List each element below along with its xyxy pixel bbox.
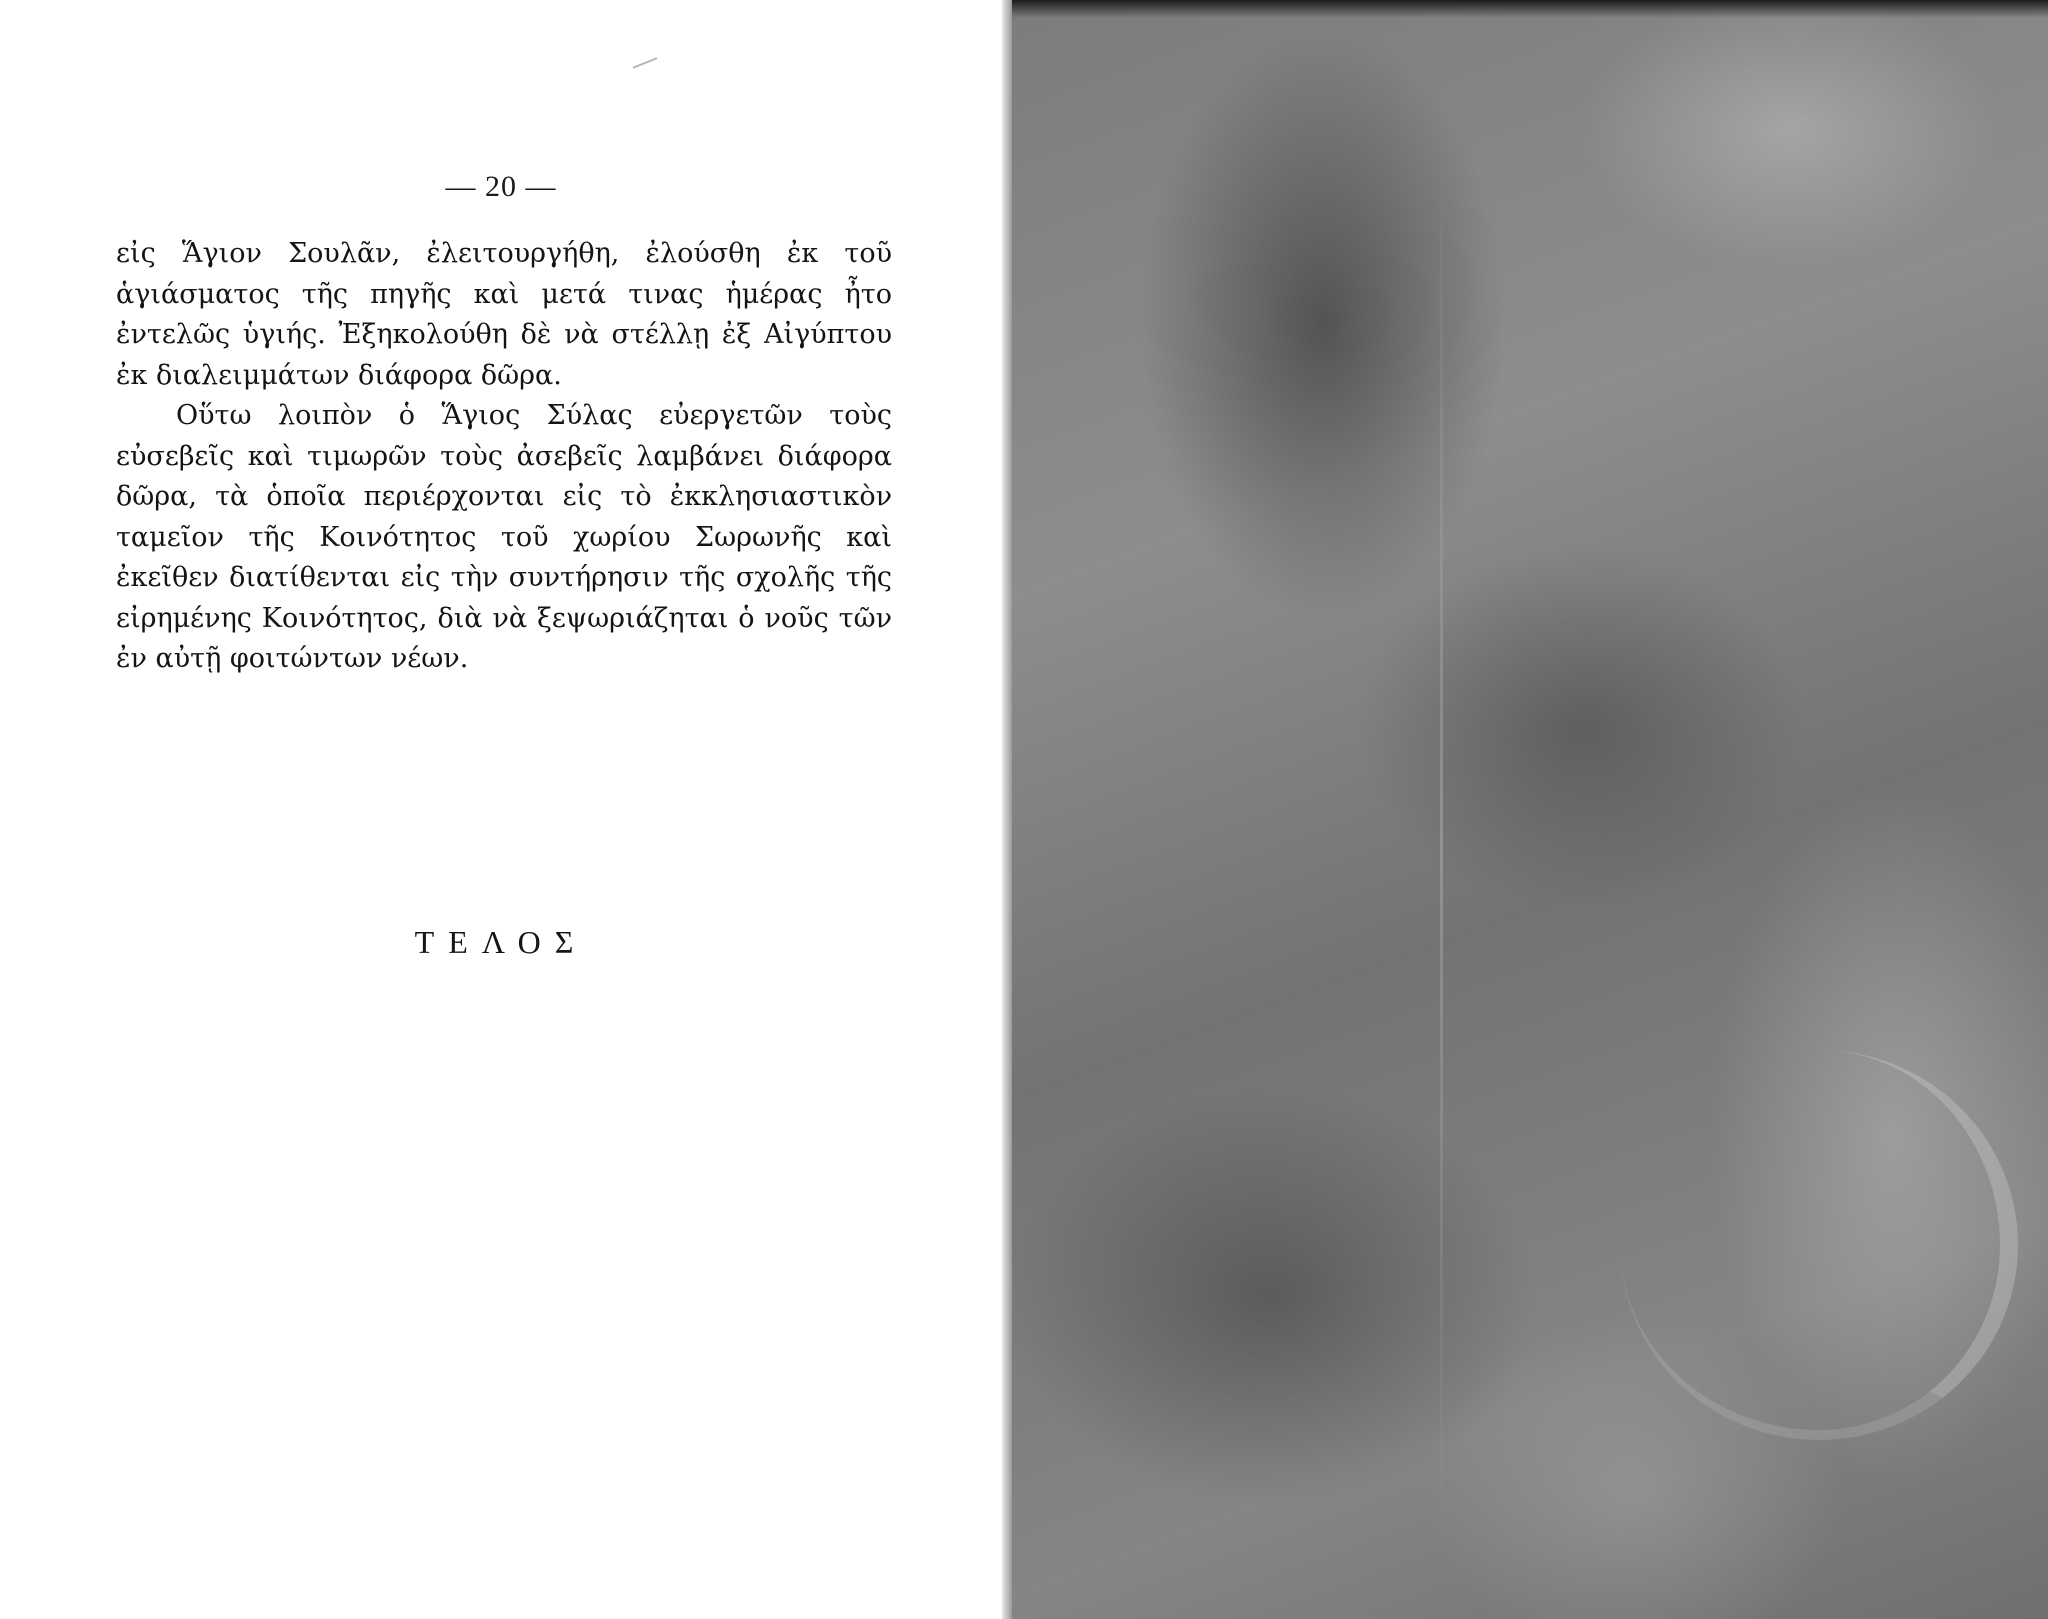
paragraph-continuation: εἰς Ἅγιον Σουλᾶν, ἐλειτουργήθη, ἐλούσθη ἐκ τοῦ ἁγιάσματος τῆς πηγῆς καὶ μετά τινας ἡμέρας ἦτο ἐντελῶς ὑγιής. Ἐξηκολούθη δὲ νὰ στέλλῃ ἐξ Αἰγύπτου ἐκ διαλειμμάτων διάφορα δῶρα. <box>116 238 892 391</box>
end-marker: ΤΕΛΟΣ <box>414 924 588 960</box>
paper-fold-line <box>1440 140 1443 1540</box>
body-text <box>116 234 892 680</box>
paragraph-conclusion: Οὕτω λοιπὸν ὁ Ἅγιος Σύλας εὐεργετῶν τοὺς εὐσεβεῖς καὶ τιμωρῶν τοὺς ἀσεβεῖς λαμβάνει διάφορα δῶρα, τὰ ὁποῖα περιέρχονται εἰς τὸ ἐκκλησιαστικὸν ταμεῖον τῆς Κοινότητος τοῦ χωρίου Σωρωνῆς καὶ ἐκεῖθεν διατίθενται εἰς τὴν συντήρησιν τῆς σχολῆς τῆς εἰρημένης Κοινότητος, διὰ νὰ ξεψωριάζηται ὁ νοῦς τῶν ἐν αὐτῇ φοιτώντων νέων. <box>116 400 892 674</box>
paper-curl-shadow <box>1620 1050 2018 1440</box>
page-number: — 20 — <box>445 170 557 203</box>
left-page <box>0 0 1002 1619</box>
right-page-top-edge <box>1012 0 2048 18</box>
stray-ink-mark <box>633 57 658 69</box>
